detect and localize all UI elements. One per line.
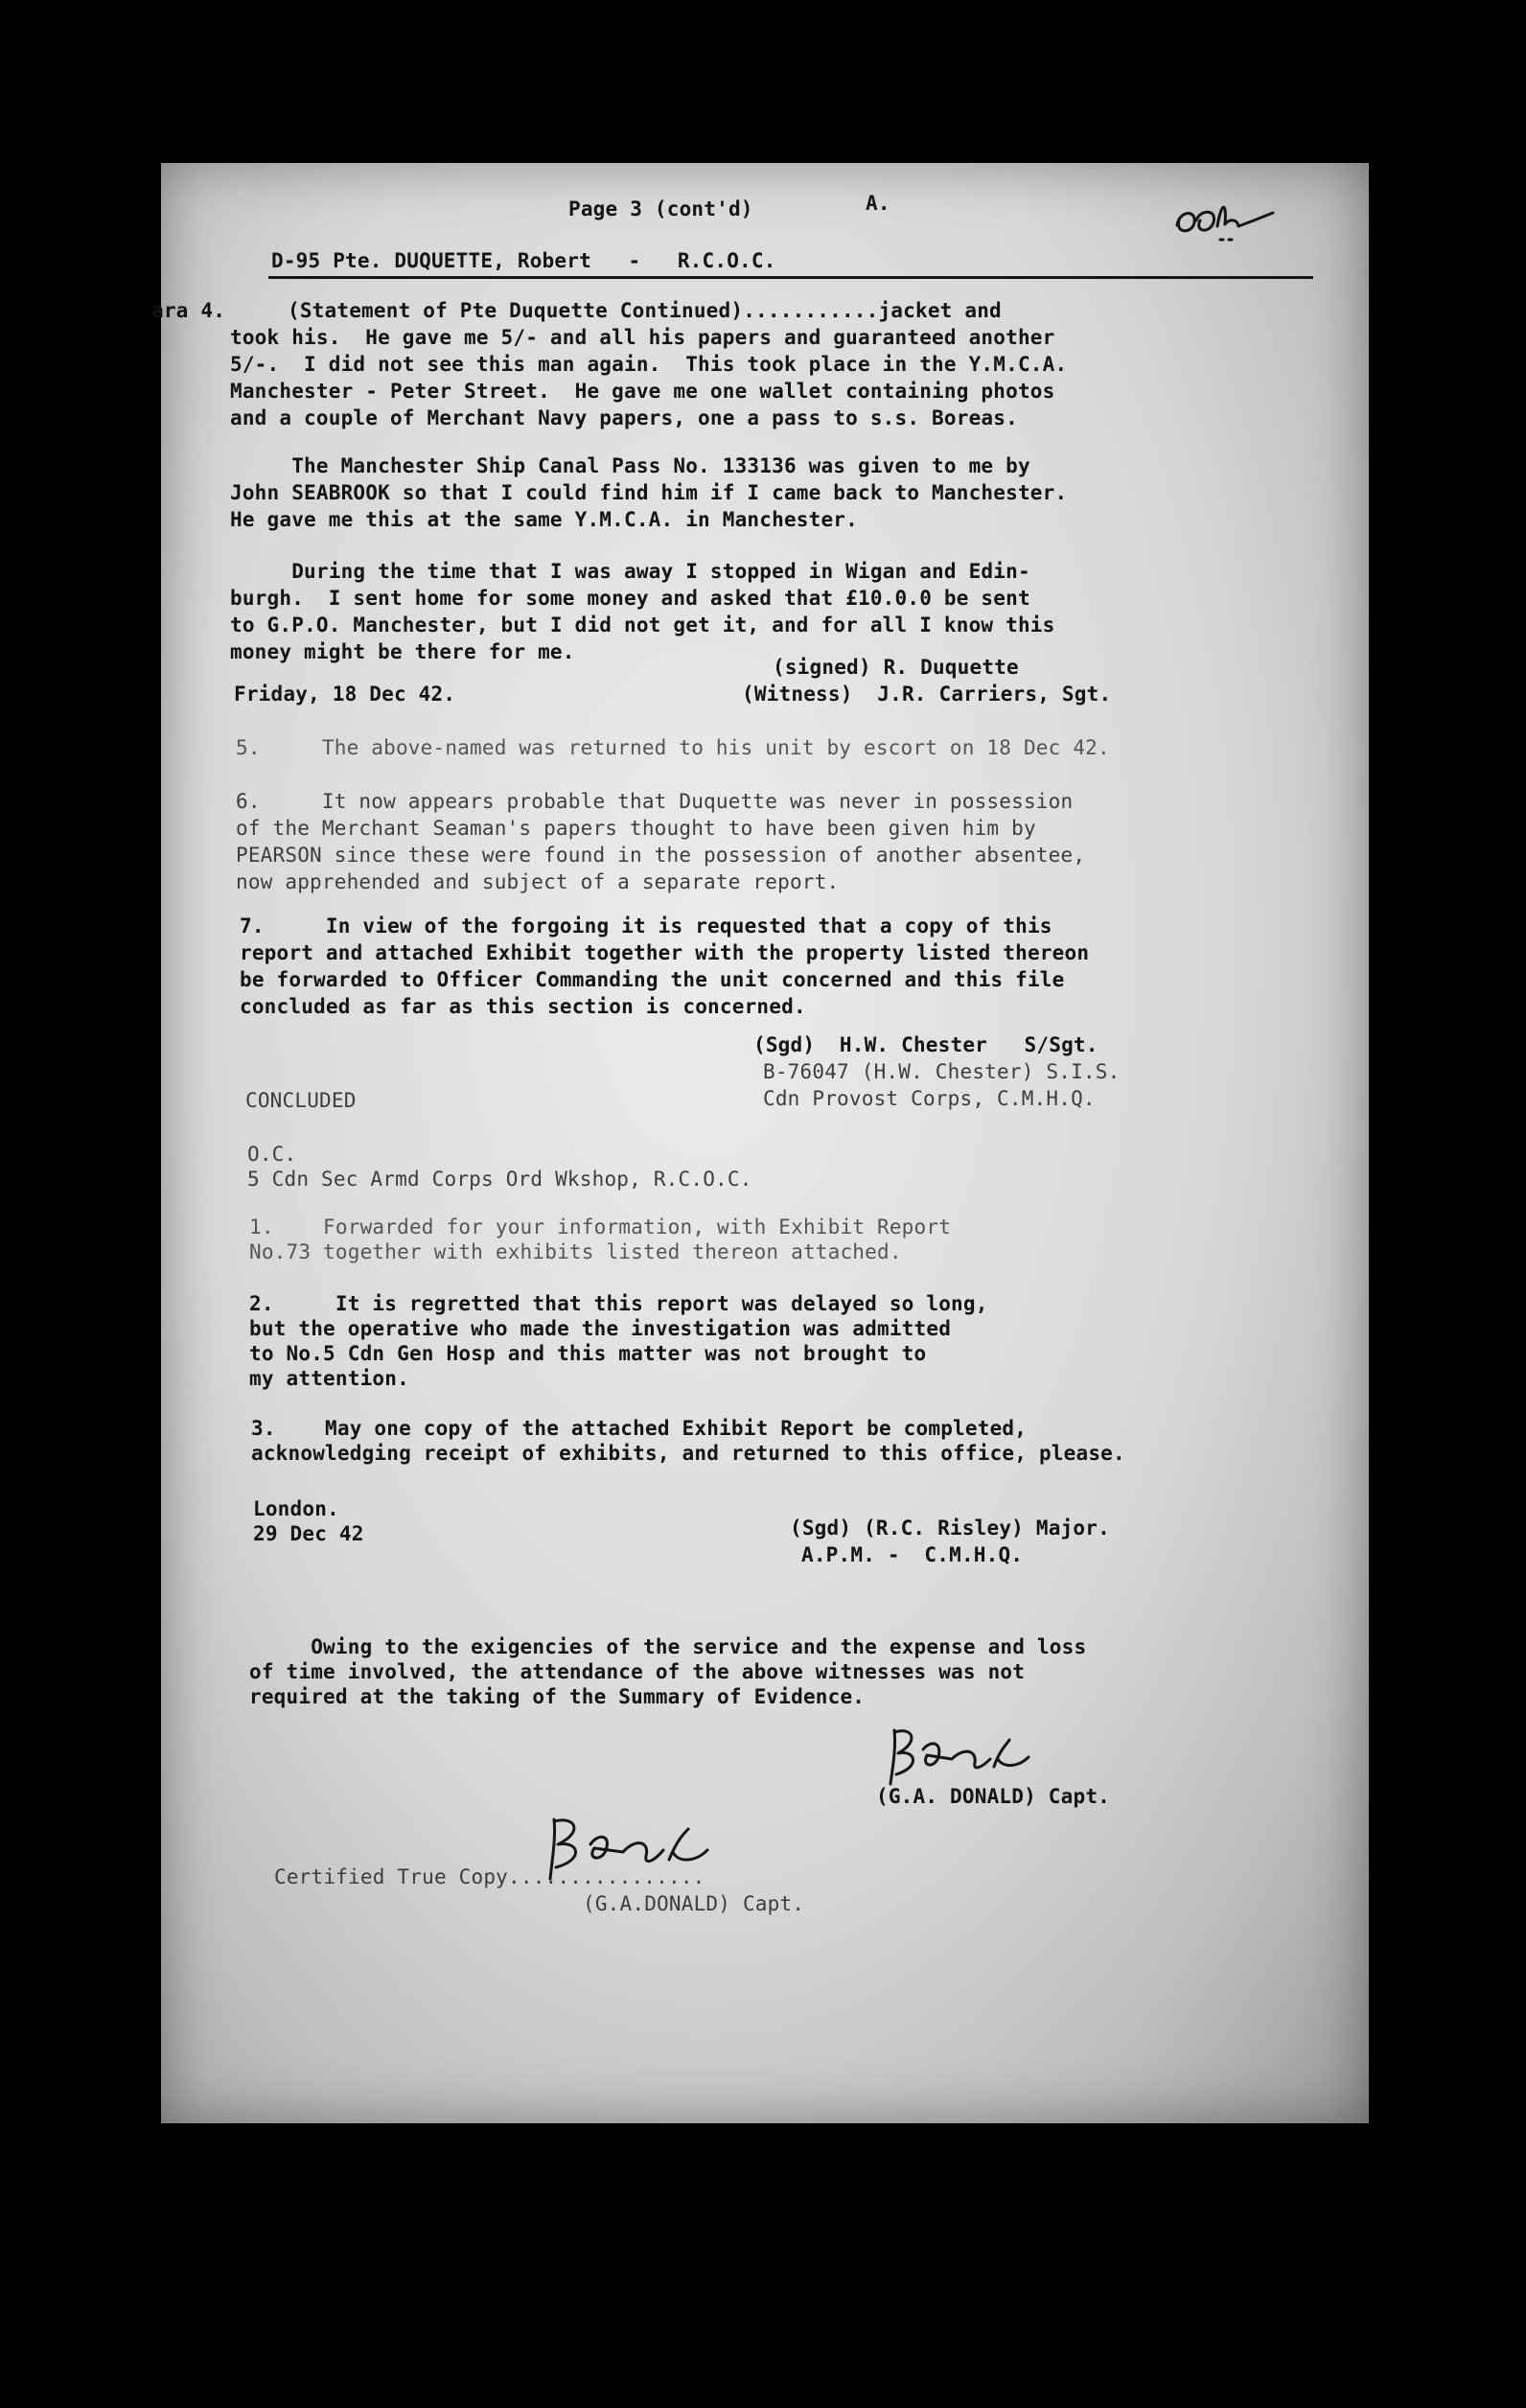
- para-4-line: (Statement of Pte Duquette Continued)...........jacket and: [288, 299, 1002, 322]
- canal-line: The Manchester Ship Canal Pass No. 133136 was given to me by: [230, 454, 1030, 477]
- chester-signature-line: (Sgd) H.W. Chester S/Sgt.: [753, 1033, 1098, 1056]
- during-line: to G.P.O. Manchester, but I did not get it, and for all I know this: [230, 614, 1055, 637]
- during-line: burgh. I sent home for some money and asked that £10.0.0 be sent: [230, 587, 1030, 610]
- chester-signature-line: Cdn Provost Corps, C.M.H.Q.: [763, 1087, 1096, 1110]
- canal-line: He gave me this at the same Y.M.C.A. in Manchester.: [230, 508, 858, 531]
- addressee-line: O.C.: [247, 1143, 297, 1166]
- para-5: 5. The above-named was returned to his unit by escort on 18 Dec 42.: [236, 736, 1110, 759]
- fwd-3-line: 3. May one copy of the attached Exhibit Report be completed,: [251, 1417, 1028, 1440]
- para-7-line: be forwarded to Officer Commanding the unit concerned and this file: [240, 968, 1065, 991]
- exigencies-line: of time involved, the attendance of the above witnesses was not: [249, 1660, 1026, 1683]
- london-place: London.: [253, 1497, 339, 1520]
- fwd-2-line: to No.5 Cdn Gen Hosp and this matter was not brought to: [249, 1342, 927, 1365]
- header-rule: [268, 276, 1313, 279]
- exigencies-line: required at the taking of the Summary of Evidence.: [249, 1685, 866, 1708]
- london-date: 29 Dec 42: [253, 1522, 364, 1545]
- statement-date: Friday, 18 Dec 42.: [234, 683, 456, 706]
- fwd-3-line: acknowledging receipt of exhibits, and returned to this office, please.: [251, 1442, 1125, 1465]
- statement-signed: (signed) R. Duquette: [773, 656, 1019, 679]
- para-6-line: PEARSON since these were found in the possession of another absentee,: [236, 844, 1086, 867]
- concluded-label: CONCLUDED: [245, 1089, 357, 1112]
- addressee-line: 5 Cdn Sec Armd Corps Ord Wkshop, R.C.O.C.: [247, 1168, 752, 1191]
- document-page: [151, 163, 1369, 2123]
- subject-line: D-95 Pte. DUQUETTE, Robert - R.C.O.C.: [271, 249, 776, 272]
- para-4-line: Manchester - Peter Street. He gave me one wallet containing photos: [230, 380, 1055, 403]
- exigencies-line: Owing to the exigencies of the service and the expense and loss: [249, 1635, 1087, 1658]
- chester-signature-line: B-76047 (H.W. Chester) S.I.S.: [763, 1060, 1121, 1083]
- para-7-line: 7. In view of the forgoing it is requested that a copy of this: [240, 915, 1052, 938]
- fwd-2-line: but the operative who made the investigation was admitted: [249, 1317, 952, 1340]
- statement-witness: (Witness) J.R. Carriers, Sgt.: [742, 683, 1112, 706]
- para-7-line: concluded as far as this section is concerned.: [240, 995, 806, 1018]
- fwd-2-line: 2. It is regretted that this report was delayed so long,: [249, 1292, 988, 1315]
- risley-title: A.P.M. - C.M.H.Q.: [801, 1543, 1024, 1566]
- para-4-label: ara 4.: [151, 299, 226, 322]
- donald-typed-name: (G.A. DONALD) Capt.: [876, 1785, 1111, 1808]
- para-4-line: took his. He gave me 5/- and all his papers and guaranteed another: [230, 326, 1055, 349]
- para-6-line: now apprehended and subject of a separate report.: [236, 870, 840, 893]
- certified-name: (G.A.DONALD) Capt.: [583, 1892, 805, 1915]
- fwd-2-line: my attention.: [249, 1367, 409, 1390]
- page-number: Page 3 (cont'd): [568, 197, 753, 220]
- fwd-1-line: 1. Forwarded for your information, with Exhibit Report: [249, 1216, 952, 1239]
- page-mark: A.: [866, 192, 890, 215]
- risley-signature: (Sgd) (R.C. Risley) Major.: [790, 1517, 1110, 1540]
- para-6-line: 6. It now appears probable that Duquette was never in possession: [236, 790, 1074, 813]
- para-6-line: of the Merchant Seaman's papers thought to have been given him by: [236, 817, 1036, 840]
- fwd-1-line: No.73 together with exhibits listed thereon attached.: [249, 1240, 902, 1263]
- during-line: money might be there for me.: [230, 640, 575, 663]
- certified-label: Certified True Copy................: [274, 1865, 705, 1888]
- during-line: During the time that I was away I stopped in Wigan and Edin-: [230, 560, 1030, 583]
- initials-signature: [1168, 192, 1283, 253]
- para-7-line: report and attached Exhibit together with the property listed thereon: [240, 941, 1090, 964]
- para-4-line: 5/-. I did not see this man again. This took place in the Y.M.C.A.: [230, 353, 1068, 376]
- canal-line: John SEABROOK so that I could find him if I came back to Manchester.: [230, 481, 1068, 504]
- para-4-line: and a couple of Merchant Navy papers, one a pass to s.s. Boreas.: [230, 406, 1018, 429]
